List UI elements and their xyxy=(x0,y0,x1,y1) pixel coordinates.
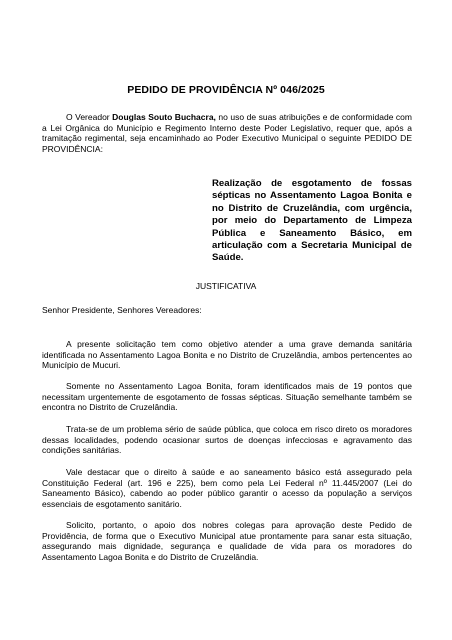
intro-suffix: no uso de suas atribuições e de conformidade com a Lei Orgânica do Município e Regimento Interno deste Poder Legislativo, requer que, após a tramitação regimental, seja encaminhado ao Poder Executivo Municipal o seguinte PEDIDO DE PROVIDÊNCIA: xyxy=(42,112,412,154)
justification-paragraph-1: A presente solicitação tem como objetivo atender a uma grave demanda sanitária identificada no Assentamento Lagoa Bonita e no Distrito de Cruzelândia, ambos pertencentes ao Município de Mucuri. xyxy=(42,339,412,371)
justification-paragraph-5: Solicito, portanto, o apoio dos nobres colegas para aprovação deste Pedido de Providência, de forma que o Executivo Municipal atue prontamente para sanar esta situação, assegurando mais dignidade, segurança e qualidade de vida para os moradores do Assentamento Lagoa Bonita e do Distrito de Cruzelândia. xyxy=(42,520,412,562)
intro-prefix: O Vereador xyxy=(66,112,113,122)
justification-paragraph-2: Somente no Assentamento Lagoa Bonita, foram identificados mais de 19 pontos que necessitam urgentemente de esgotamento de fossas sépticas. Situação semelhante também se encontra no Distrito de Cruzelândia. xyxy=(42,381,412,413)
justification-heading: JUSTIFICATIVA xyxy=(195,281,257,291)
justification-paragraph-4: Vale destacar que o direito à saúde e ao saneamento básico está assegurado pela Constituição Federal (art. 196 e 225), bem como pela Lei Federal nº 11.445/2007 (Lei do Saneamento Básico), cabendo ao poder público garantir o acesso da população a serviços essenciais de esgotamento sanitário. xyxy=(42,467,412,509)
author-name: Douglas Souto Buchacra, xyxy=(112,112,216,122)
justification-paragraph-3: Trata-se de um problema sério de saúde pública, que coloca em risco direto os moradores dessas localidades, podendo ocasionar surtos de doenças infecciosas e agravamento das condições sanitárias. xyxy=(42,424,412,456)
salutation: Senhor Presidente, Senhores Vereadores: xyxy=(42,305,202,315)
request-text: Realização de esgotamento de fossas sépticas no Assentamento Lagoa Bonita e no Distrito de Cruzelândia, com urgência, por meio do Departamento de Limpeza Pública e Saneamento Básico, em articulação com a Secretaria Municipal de Saúde. xyxy=(212,178,412,264)
intro-paragraph xyxy=(42,112,412,154)
document-title: PEDIDO DE PROVIDÊNCIA Nº 046/2025 xyxy=(127,84,325,96)
